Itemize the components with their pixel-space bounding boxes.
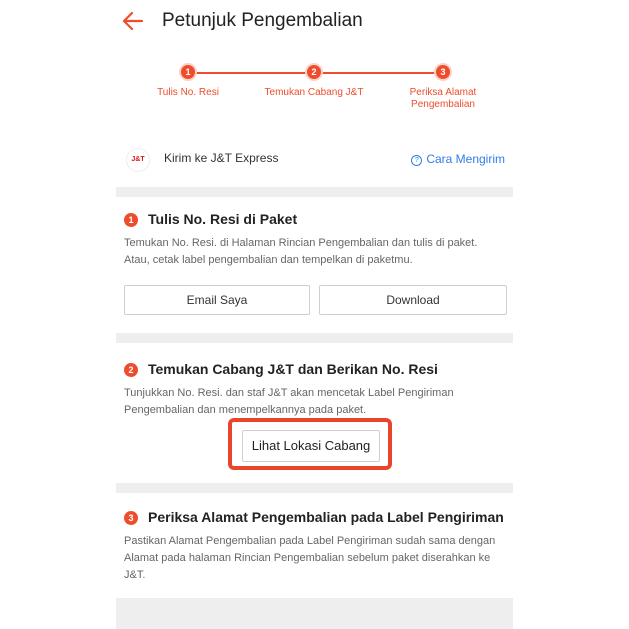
step-2 <box>258 65 370 99</box>
step-1-label: Tulis No. Resi <box>157 87 219 98</box>
section-3-description: Pastikan Alamat Pengembalian pada Label Pengiriman sudah sama dengan Alamat pada halaman Rincian Pengembalian sebelum paket diserahkan ke J&T. <box>124 535 496 581</box>
section-1-number: 1 <box>124 213 138 227</box>
section-2-title: Temukan Cabang J&T dan Berikan No. Resi <box>148 361 438 377</box>
section-1-title: Tulis No. Resi di Paket <box>148 211 298 227</box>
download-button[interactable]: Download <box>319 285 507 315</box>
courier-text: Kirim ke J&T Express <box>164 151 279 165</box>
email-me-button[interactable]: Email Saya <box>124 285 310 315</box>
section-3-title: Periksa Alamat Pengembalian pada Label Pengiriman <box>148 509 504 525</box>
step-3-label-line1: Periksa Alamat <box>409 87 477 98</box>
courier-row <box>116 140 513 180</box>
section-divider <box>116 483 513 493</box>
step-3-number: 3 <box>436 65 450 79</box>
step-3-label <box>396 87 490 111</box>
section-check-address <box>116 508 513 584</box>
section-2-description: Tunjukkan No. Resi. dan staf J&T akan mencetak Label Pengiriman Pengembalian dan menempelkannya pada paket. <box>124 387 454 416</box>
section-1-description: Temukan No. Resi. di Halaman Rincian Pengembalian dan tulis di paket. Atau, cetak label pengembalian dan tempelkan di paketmu. <box>124 237 478 266</box>
highlight-box <box>228 418 392 470</box>
section-2-number: 2 <box>124 363 138 377</box>
section-divider <box>116 333 513 343</box>
jnt-logo: J&T <box>126 148 150 172</box>
arrow-left-icon[interactable] <box>120 8 146 34</box>
step-3-label-line2: Pengembalian <box>411 99 475 110</box>
how-to-send-label: Cara Mengirim <box>426 152 505 166</box>
step-2-number: 2 <box>307 65 321 79</box>
progress-stepper <box>116 60 513 120</box>
page-title: Petunjuk Pengembalian <box>162 10 363 31</box>
section-write-receipt <box>116 210 513 307</box>
step-3 <box>396 65 490 111</box>
step-1 <box>152 65 224 99</box>
view-branch-location-button[interactable]: Lihat Lokasi Cabang <box>242 430 380 462</box>
app-header <box>116 0 513 46</box>
section-find-branch <box>116 360 513 453</box>
section-3-number: 3 <box>124 511 138 525</box>
question-circle-icon: ? <box>411 155 422 166</box>
bottom-filler <box>116 598 513 629</box>
section-divider <box>116 187 513 197</box>
step-1-number: 1 <box>181 65 195 79</box>
step-2-label: Temukan Cabang J&T <box>264 87 364 98</box>
return-guide-screen <box>116 0 513 629</box>
section-1-buttons <box>124 285 506 315</box>
how-to-send-link[interactable] <box>411 152 505 166</box>
